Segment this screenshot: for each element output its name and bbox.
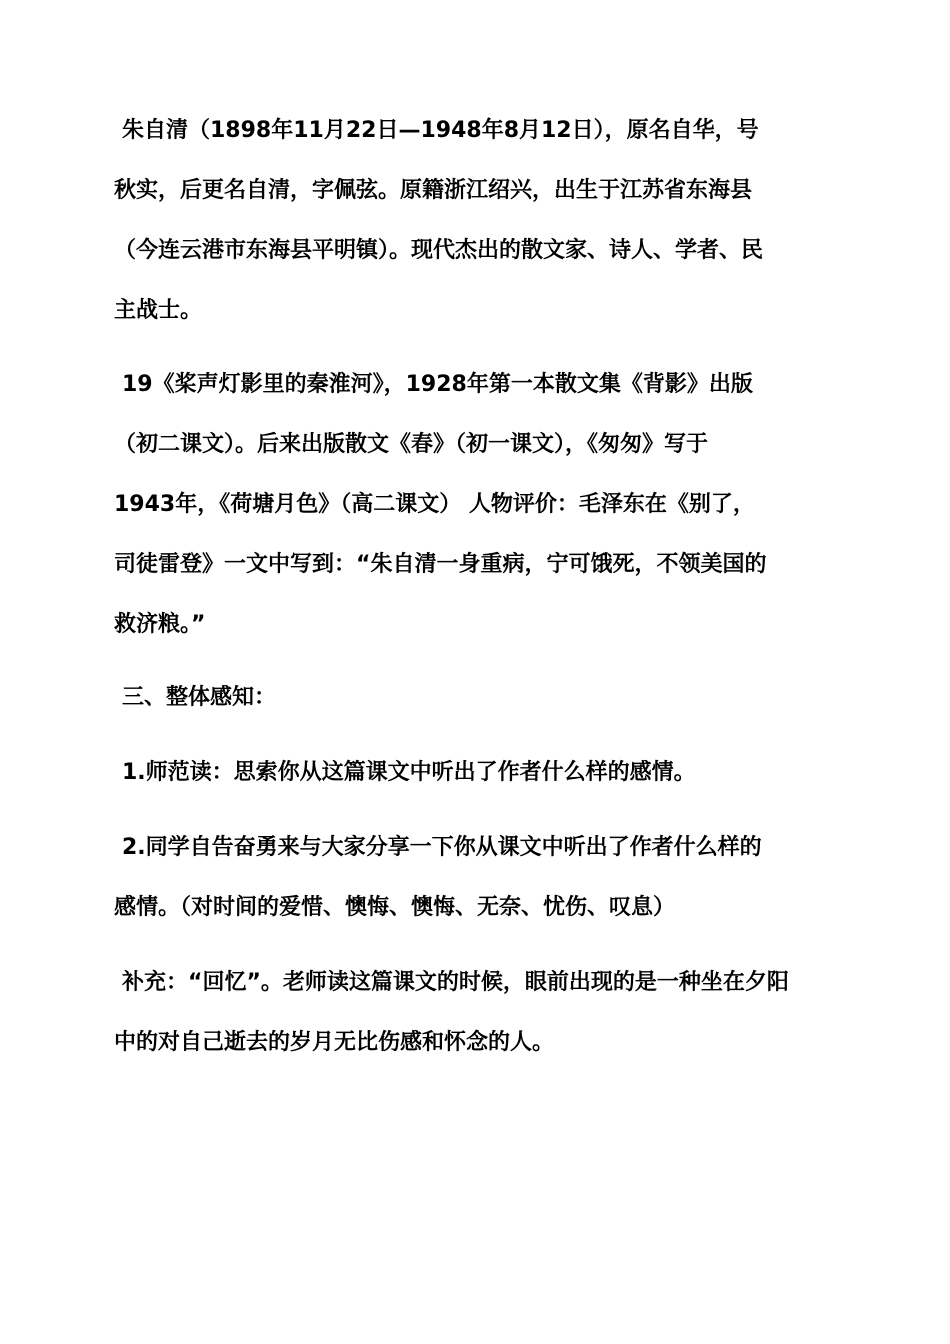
text-line: 2.同学自告奋勇来与大家分享一下你从课文中听出了作者什么样的 <box>122 835 762 860</box>
text-line: （初二课文）。后来出版散文《春》（初一课文），《匆匆》写于 <box>114 432 709 457</box>
text-line: 1.师范读：思索你从这篇课文中听出了作者什么样的感情。 <box>122 760 696 785</box>
text-line: 1943年，《荷塘月色》（高二课文） 人物评价：毛泽东在《别了， <box>114 492 755 517</box>
section-heading <box>114 668 836 728</box>
text-line: （今连云港市东海县平明镇）。现代杰出的散文家、诗人、学者、民 <box>114 238 764 263</box>
paragraph-works <box>114 355 836 655</box>
text-line: 司徒雷登》一文中写到：“朱自清一身重病，宁可饿死，不领美国的 <box>114 552 767 577</box>
text-line: 19《桨声灯影里的秦淮河》，1928年第一本散文集《背影》出版 <box>122 372 753 397</box>
text-line: 感情。（对时间的爱惜、懊悔、懊悔、无奈、忧伤、叹息） <box>114 895 676 920</box>
text-line: 补充：“回忆”。老师读这篇课文的时候，眼前出现的是一种坐在夕阳 <box>122 970 789 995</box>
heading-line: 三、整体感知： <box>122 685 277 710</box>
text-line: 秋实，后更名自清，字佩弦。原籍浙江绍兴，出生于江苏省东海县 <box>114 178 753 203</box>
text-line: 主战士。 <box>114 298 203 323</box>
paragraph-biography <box>114 101 836 341</box>
paragraph-step-2 <box>114 818 836 938</box>
text-line: 朱自清（1898年11月22日—1948年8月12日），原名自华，号 <box>122 118 759 143</box>
paragraph-supplement <box>114 953 836 1073</box>
paragraph-step-1 <box>114 743 836 803</box>
text-line: 中的对自己逝去的岁月无比伤感和怀念的人。 <box>114 1030 555 1055</box>
text-line: 救济粮。” <box>114 612 206 637</box>
